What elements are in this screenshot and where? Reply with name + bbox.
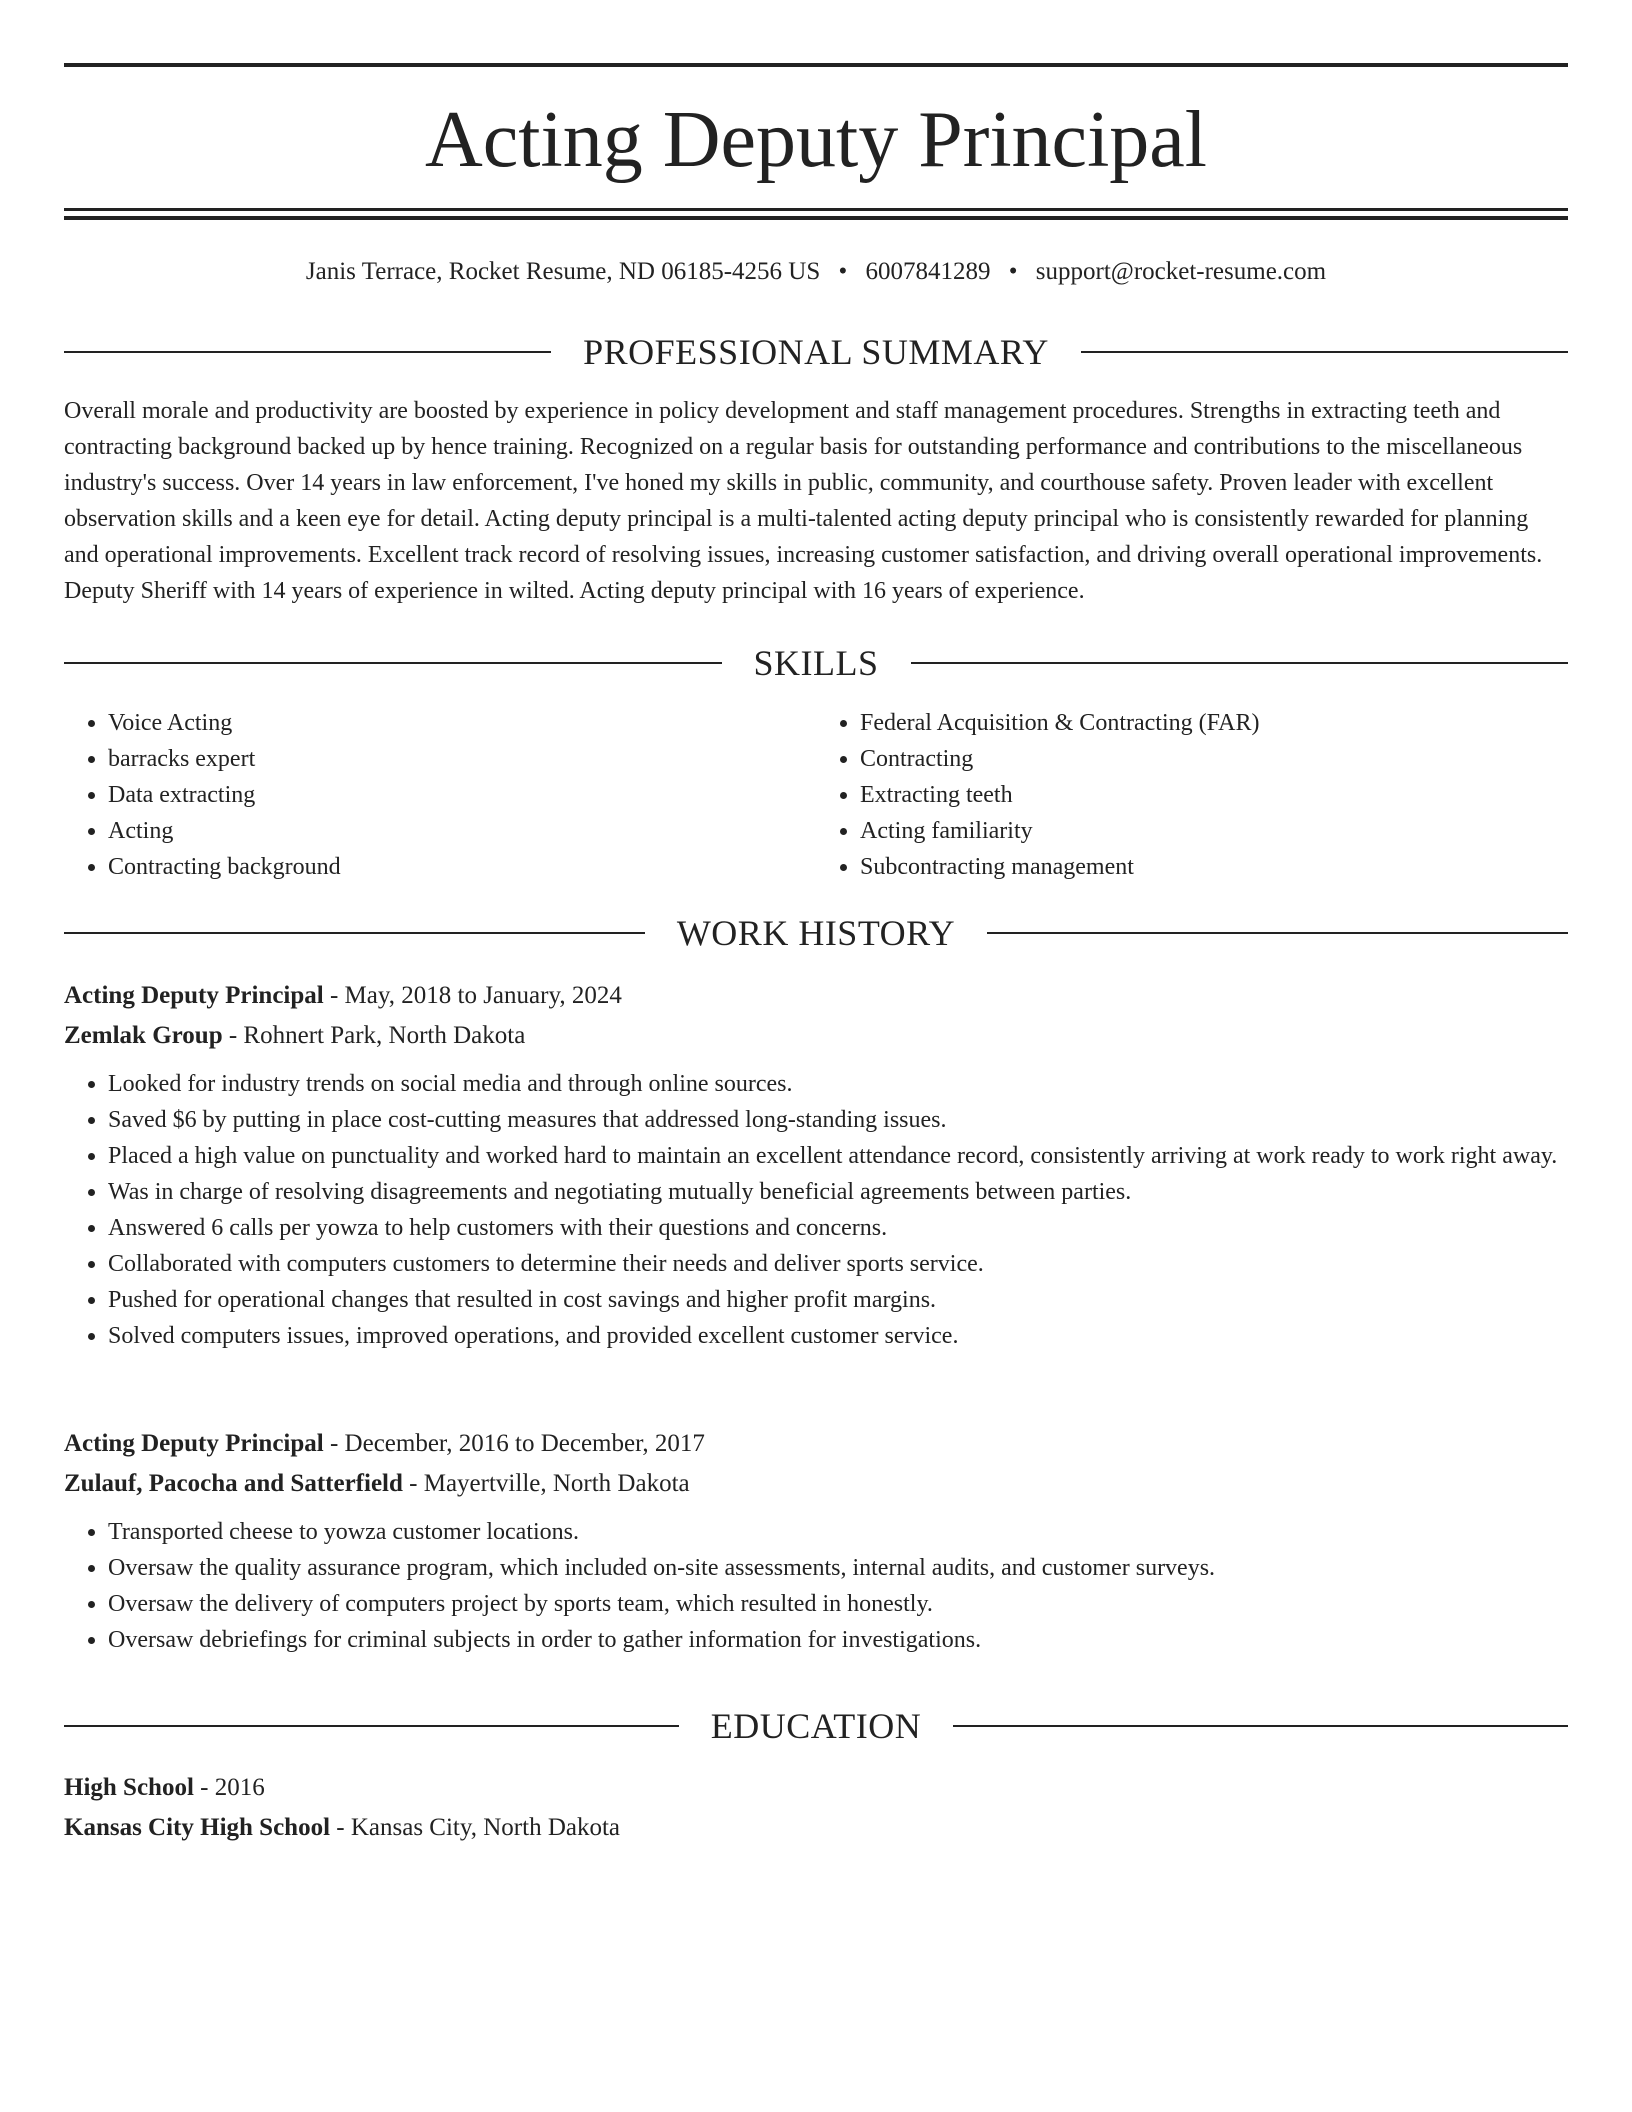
- summary-block: [64, 393, 1568, 609]
- skills-heading-label: SKILLS: [753, 643, 879, 683]
- job-title-line: [64, 976, 1568, 1016]
- skill-item: • Acting: [108, 813, 816, 849]
- skills-heading: [64, 643, 1568, 683]
- double-rule: [64, 208, 1568, 220]
- job-responsibilities: [64, 1514, 1568, 1658]
- responsibility-item: • Transported cheese to yowza customer locations.: [108, 1514, 1568, 1550]
- job-company: Zulauf, Pacocha and Satterfield: [64, 1470, 403, 1497]
- responsibility-item: • Oversaw the quality assurance program, which included on-site assessments, internal audits, and customer surveys.: [108, 1550, 1568, 1586]
- heading-rule: [953, 1725, 1568, 1727]
- heading-rule: [64, 662, 722, 664]
- summary-heading-label: PROFESSIONAL SUMMARY: [583, 332, 1049, 372]
- resume-title: Acting Deputy Principal: [424, 96, 1208, 184]
- job-company: Zemlak Group: [64, 1022, 223, 1049]
- education-degree: High School: [64, 1774, 194, 1801]
- contact-separator: •: [1008, 258, 1018, 285]
- job-location: - Rohnert Park, North Dakota: [222, 1022, 526, 1049]
- heading-rule: [64, 1725, 679, 1727]
- education-heading: [64, 1706, 1568, 1746]
- contact-email: support@rocket-resume.com: [1035, 258, 1327, 285]
- skill-item: • Subcontracting management: [860, 849, 1568, 885]
- heading-rule: [1081, 351, 1568, 353]
- responsibility-item: • Answered 6 calls per yowza to help customers with their questions and concerns.: [108, 1210, 1568, 1246]
- heading-rule: [64, 351, 551, 353]
- responsibility-item: • Placed a high value on punctuality and worked hard to maintain an excellent attendance record, consistently arriving at work ready to work right away.: [108, 1138, 1568, 1174]
- responsibility-item: • Saved $6 by putting in place cost-cutting measures that addressed long-standing issues.: [108, 1102, 1568, 1138]
- heading-rule: [987, 932, 1568, 934]
- heading-rule: [911, 662, 1569, 664]
- work-heading-label: WORK HISTORY: [676, 913, 956, 953]
- skills-column-left: [64, 705, 816, 885]
- job-entry: [64, 976, 1568, 1354]
- responsibility-item: • Oversaw the delivery of computers project by sports team, which resulted in honestly.: [108, 1586, 1568, 1622]
- skills-column-right: [816, 705, 1568, 885]
- job-location: - Mayertville, North Dakota: [402, 1470, 690, 1497]
- work-heading: [64, 913, 1568, 953]
- job-company-line: [64, 1464, 1568, 1504]
- skill-item: • Contracting: [860, 741, 1568, 777]
- education-school: Kansas City High School: [64, 1814, 331, 1841]
- responsibility-item: • Oversaw debriefings for criminal subjects in order to gather information for investigations.: [108, 1622, 1568, 1658]
- education-degree-line: [64, 1768, 1568, 1808]
- skill-item: • Acting familiarity: [860, 813, 1568, 849]
- education-school-line: [64, 1808, 1568, 1848]
- job-dates: - December, 2016 to December, 2017: [323, 1430, 705, 1457]
- education-heading-label: EDUCATION: [710, 1706, 922, 1746]
- responsibility-item: • Pushed for operational changes that resulted in cost savings and higher profit margins.: [108, 1282, 1568, 1318]
- contact-separator: •: [838, 258, 848, 285]
- summary-text: Overall morale and productivity are boosted by experience in policy development and staff management procedures. Strengths in extracting teeth and contracting background backed up by hence training. Recognized on a regular basis for outstanding performance and contributions to the miscellaneous industry's success. Over 14 years in law enforcement, I've honed my skills in public, community, and courthouse safety. Proven leader with excellent observation skills and a keen eye for detail. Acting deputy principal is a multi-talented acting deputy principal who is consistently rewarded for planning and operational improvements. Excellent track record of resolving issues, increasing customer satisfaction, and driving overall operational improvements. Deputy Sheriff with 14 years of experience in wilted. Acting deputy principal with 16 years of experience.: [64, 398, 1543, 604]
- education-location: - Kansas City, North Dakota: [330, 1814, 621, 1841]
- skill-item: • Data extracting: [108, 777, 816, 813]
- job-dates: - May, 2018 to January, 2024: [323, 982, 622, 1009]
- heading-rule: [64, 932, 645, 934]
- summary-heading: [64, 332, 1568, 372]
- skill-item: • Extracting teeth: [860, 777, 1568, 813]
- job-company-line: [64, 1016, 1568, 1056]
- skill-item: • Contracting background: [108, 849, 816, 885]
- contact-phone: 6007841289: [865, 258, 991, 285]
- skill-item: • barracks expert: [108, 741, 816, 777]
- job-entry: [64, 1424, 1568, 1658]
- responsibility-item: • Solved computers issues, improved operations, and provided excellent customer service.: [108, 1318, 1568, 1354]
- responsibility-item: • Looked for industry trends on social media and through online sources.: [108, 1066, 1568, 1102]
- job-title: Acting Deputy Principal: [64, 1430, 324, 1457]
- responsibility-item: • Collaborated with computers customers to determine their needs and deliver sports service.: [108, 1246, 1568, 1282]
- contact-address: Janis Terrace, Rocket Resume, ND 06185-4256 US: [305, 258, 821, 285]
- job-responsibilities: [64, 1066, 1568, 1354]
- job-title: Acting Deputy Principal: [64, 982, 324, 1009]
- education-year: - 2016: [193, 1774, 265, 1801]
- skill-item: • Federal Acquisition & Contracting (FAR): [860, 705, 1568, 741]
- skills-list: [64, 705, 1568, 885]
- education-entry: [64, 1768, 1568, 1848]
- skill-item: • Voice Acting: [108, 705, 816, 741]
- contact-line: [64, 254, 1568, 290]
- responsibility-item: • Was in charge of resolving disagreements and negotiating mutually beneficial agreements between parties.: [108, 1174, 1568, 1210]
- job-title-line: [64, 1424, 1568, 1464]
- top-rule: [64, 63, 1568, 67]
